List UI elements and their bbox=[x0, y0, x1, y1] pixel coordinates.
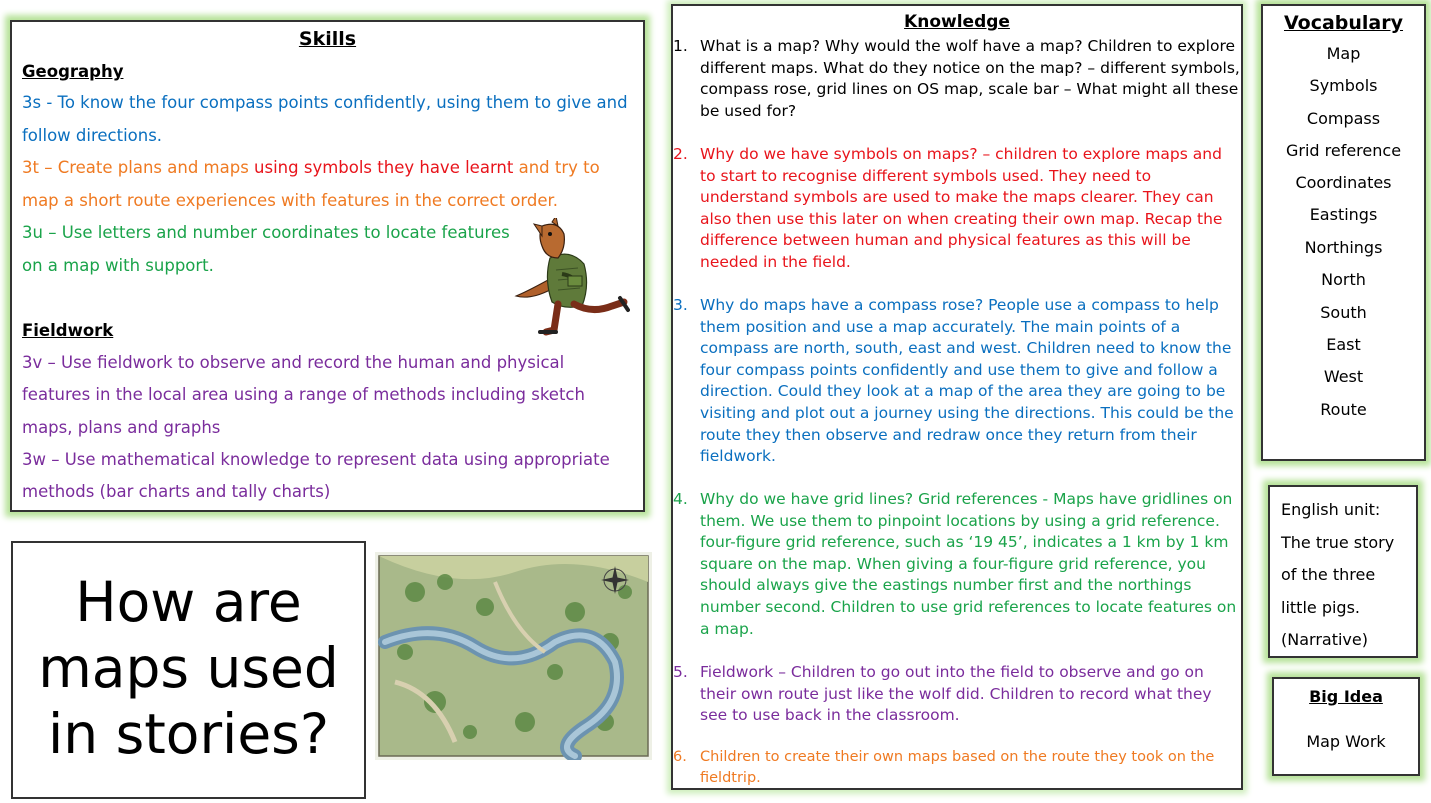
vocabulary-panel bbox=[1261, 4, 1426, 461]
skill-3v-line3: maps, plans and graphs bbox=[22, 418, 221, 437]
vocab-word: Route bbox=[1320, 400, 1367, 419]
knowledge-item-6 bbox=[673, 747, 1241, 788]
question-line1: How are bbox=[75, 570, 302, 634]
skills-title: Skills bbox=[298, 28, 357, 50]
vocab-word: Compass bbox=[1306, 109, 1381, 128]
knowledge-item-text: Why do we have grid lines? Grid references - Maps have gridlines on them. We use them to pinpoint locations by using a grid reference. four-figure grid reference, such as ‘19 45’, indicates a 1 km by 1 km square on the map. When giving a four-figure grid reference, you should always give the eastings number first and the northings number second. Children to use grid references to locate features on a map. bbox=[700, 490, 1237, 638]
big-idea-panel bbox=[1272, 677, 1420, 776]
knowledge-item-number: 2. bbox=[673, 145, 688, 163]
vocab-word: Coordinates bbox=[1295, 173, 1392, 192]
vocab-word: Map bbox=[1326, 44, 1361, 63]
fieldwork-heading: Fieldwork bbox=[22, 321, 114, 340]
big-idea-title: Big Idea bbox=[1309, 687, 1383, 706]
skill-3t-line2: map a short route experiences with features in the correct order. bbox=[22, 191, 559, 210]
english-unit-line: (Narrative) bbox=[1281, 630, 1368, 649]
skill-3t-part1: 3t – Create plans and maps bbox=[22, 158, 255, 177]
vocab-word: Eastings bbox=[1309, 205, 1378, 224]
english-unit-line: of the three bbox=[1281, 565, 1376, 584]
knowledge-item-number: 6. bbox=[673, 749, 687, 765]
knowledge-item-text: Fieldwork – Children to go out into the field to observe and go on their own route just like the wolf did. Children to record what they see to use back in the classroom. bbox=[700, 663, 1212, 725]
knowledge-item-text: Why do maps have a compass rose? People use a compass to help them position and use a map accurately. The main points of a compass are north, south, east and west. Children need to know the four compass points confidently and use them to give and follow a direction. Could they look at a map of the area they are going to be visiting and plot out a journey using the directions. This could be the route they then observe and redraw once they return from their fieldwork. bbox=[700, 296, 1234, 466]
vocab-word: Grid reference bbox=[1285, 141, 1402, 160]
knowledge-item-number: 5. bbox=[673, 663, 688, 681]
skill-3v-line2: features in the local area using a range of methods including sketch bbox=[22, 385, 585, 404]
wolf-illustration bbox=[512, 218, 630, 346]
knowledge-item-text: What is a map? Why would the wolf have a map? Children to explore different maps. What do they notice on the map? – different symbols, compass rose, grid lines on OS map, scale bar – What might all these be used for? bbox=[700, 37, 1240, 120]
knowledge-item-4 bbox=[673, 489, 1241, 640]
skill-3u-line2: on a map with support. bbox=[22, 256, 214, 275]
knowledge-title: Knowledge bbox=[904, 12, 1010, 32]
knowledge-item-5 bbox=[673, 662, 1241, 727]
map-illustration bbox=[375, 552, 652, 760]
skill-3s-line2: follow directions. bbox=[22, 126, 163, 145]
vocabulary-title: Vocabulary bbox=[1283, 12, 1404, 34]
question-line3: in stories? bbox=[47, 702, 330, 766]
knowledge-item-2 bbox=[673, 144, 1241, 274]
vocab-word: East bbox=[1326, 335, 1361, 354]
vocab-word: Northings bbox=[1304, 238, 1383, 257]
english-unit-line: little pigs. bbox=[1281, 598, 1360, 617]
english-unit-line: The true story bbox=[1281, 533, 1395, 552]
skill-3v-line1: 3v – Use fieldwork to observe and record the human and physical bbox=[22, 353, 565, 372]
skill-3w-line2: methods (bar charts and tally charts) bbox=[22, 482, 331, 501]
vocab-word: North bbox=[1321, 270, 1366, 289]
geography-heading: Geography bbox=[22, 62, 124, 81]
knowledge-panel bbox=[671, 4, 1243, 790]
knowledge-item-3 bbox=[673, 295, 1241, 468]
big-idea-value: Map Work bbox=[1306, 732, 1386, 751]
english-unit-panel bbox=[1268, 485, 1418, 658]
knowledge-item-number: 4. bbox=[673, 490, 688, 508]
skill-3s-line1: 3s - To know the four compass points confidently, using them to give and bbox=[22, 93, 628, 112]
knowledge-item-number: 1. bbox=[673, 37, 688, 55]
knowledge-item-1 bbox=[673, 36, 1241, 122]
vocab-word: West bbox=[1323, 367, 1364, 386]
skill-3t-part3: and try to bbox=[513, 158, 600, 177]
skill-3t-part2: using symbols they have learnt bbox=[254, 158, 514, 177]
vocab-word: South bbox=[1320, 303, 1367, 322]
knowledge-item-text: Children to create their own maps based on the route they took on the fieldtrip. bbox=[700, 749, 1215, 786]
vocab-word: Symbols bbox=[1309, 76, 1378, 95]
skill-3u-line1: 3u – Use letters and number coordinates to locate features bbox=[22, 223, 510, 242]
knowledge-item-text: Why do we have symbols on maps? – children to explore maps and to start to recognise different symbols used. They need to understand symbols are used to make the maps clearer. They can also then use this later on when creating their own map. Recap the difference between human and physical features as this will be needed in the field. bbox=[700, 145, 1223, 271]
big-question-box bbox=[11, 541, 366, 799]
english-unit-line: English unit: bbox=[1281, 500, 1381, 519]
question-line2: maps used bbox=[38, 636, 339, 700]
skill-3t-line1 bbox=[22, 158, 600, 177]
skill-3w-line1: 3w – Use mathematical knowledge to represent data using appropriate bbox=[22, 450, 610, 469]
knowledge-item-number: 3. bbox=[673, 296, 688, 314]
